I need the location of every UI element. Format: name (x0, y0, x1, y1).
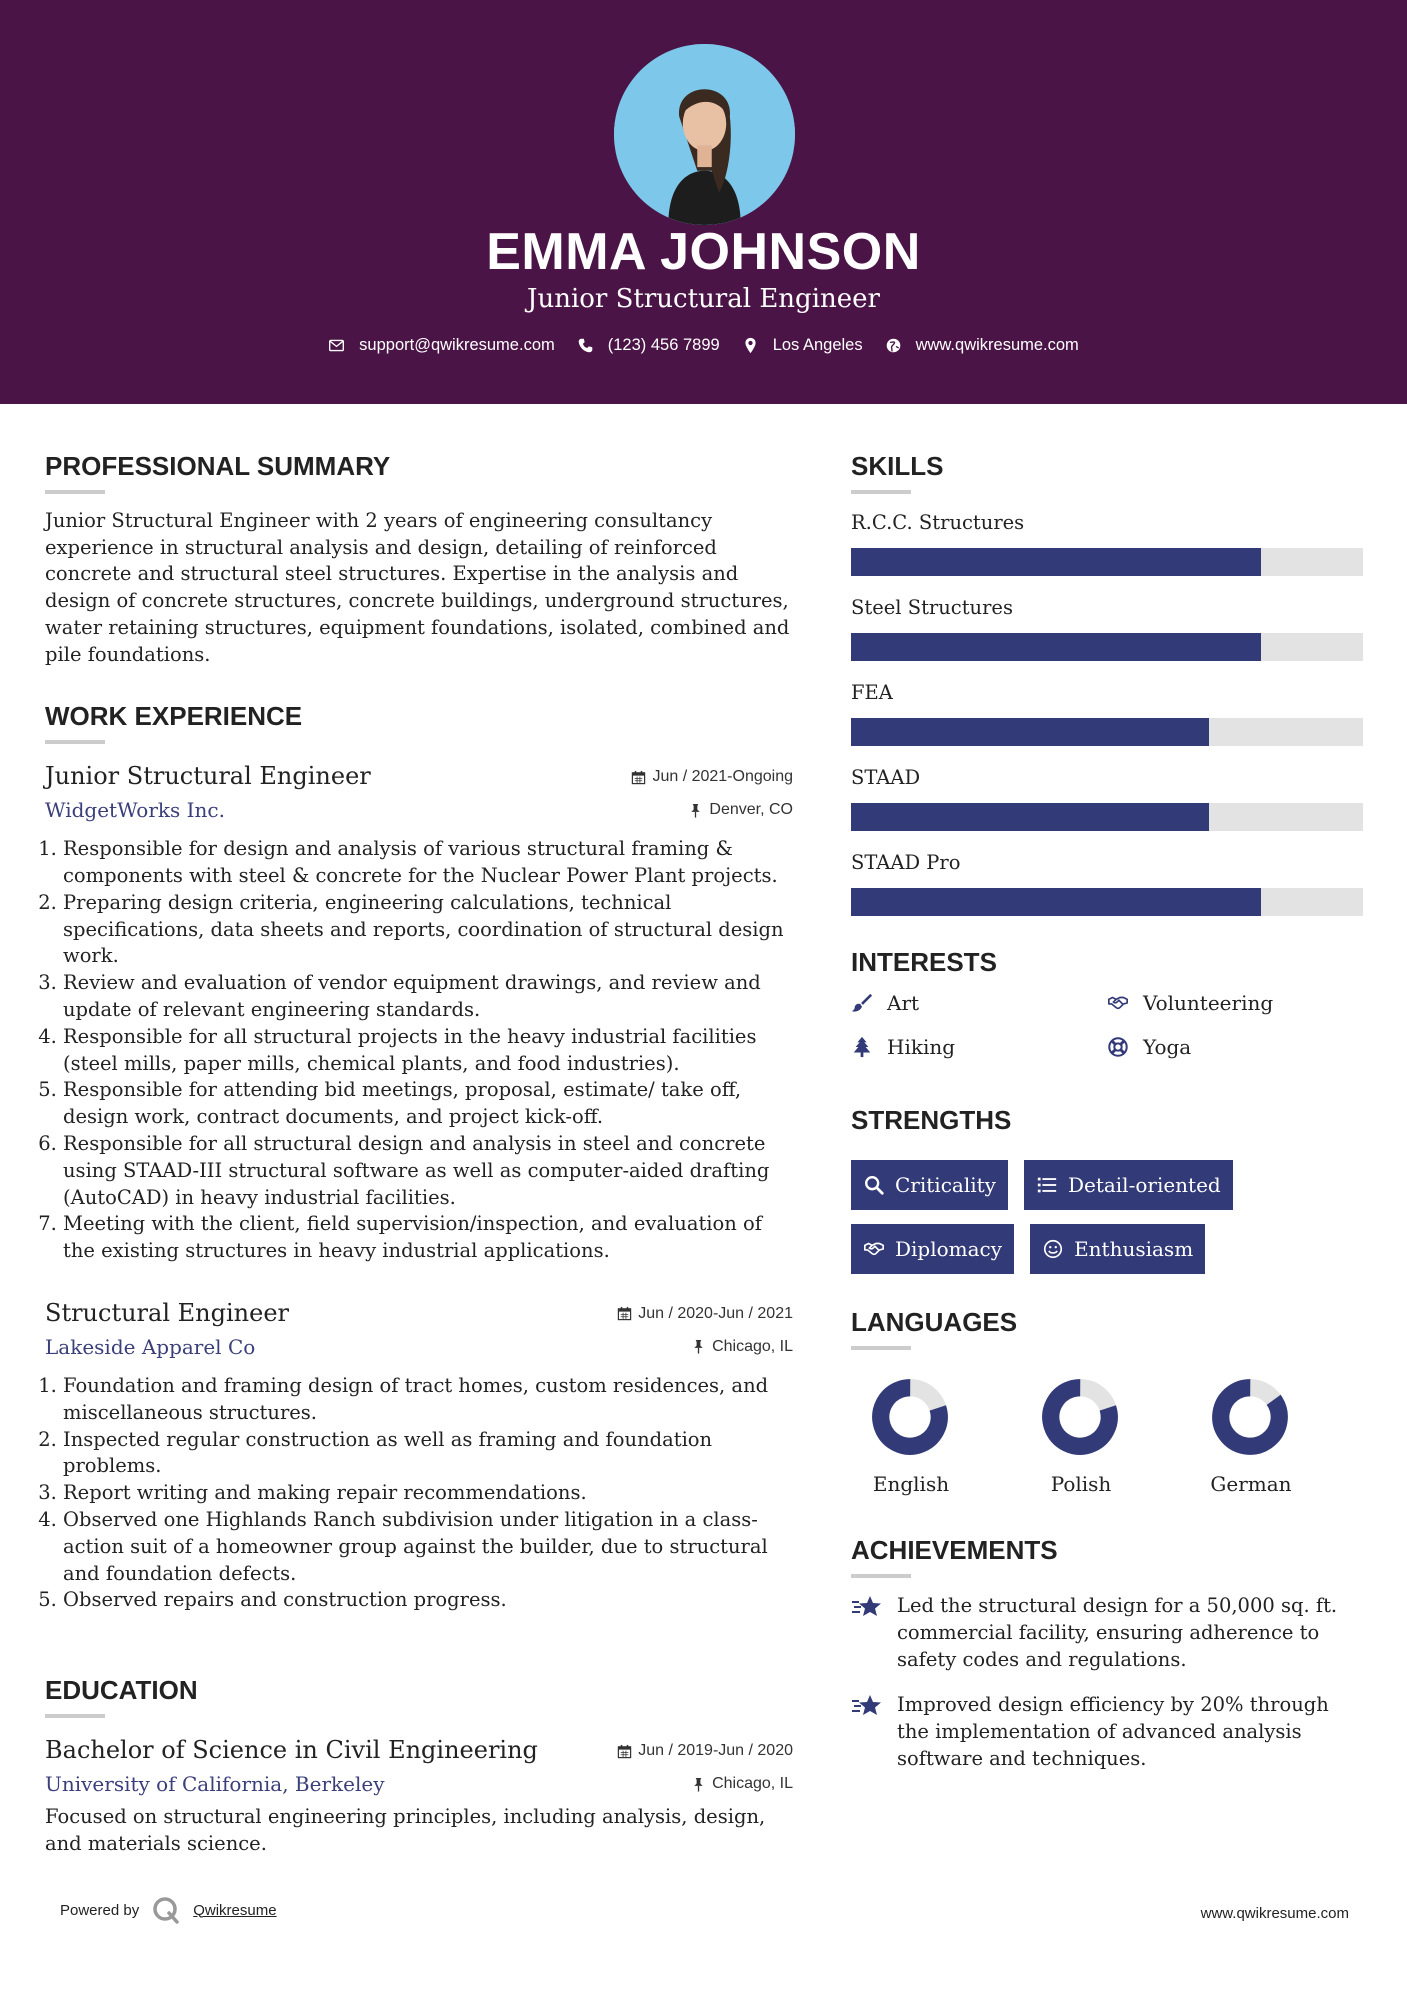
strength-label: Criticality (895, 1173, 996, 1197)
skill-name: STAAD Pro (851, 851, 961, 874)
school-name: University of California, Berkeley (45, 1772, 385, 1797)
experience-title: WORK EXPERIENCE (45, 701, 303, 732)
calendar-icon (631, 770, 646, 785)
strength-tag (851, 1160, 1008, 1210)
interests-section (851, 942, 1363, 1062)
strengths-section (851, 1100, 1363, 1274)
section-divider (851, 490, 911, 494)
skill-bar (851, 888, 1363, 916)
list-item: 7. Meeting with the client, field supervision/inspection, and evaluation of the existing structures in heavy industrial applications. (63, 1211, 793, 1265)
summary-title: PROFESSIONAL SUMMARY (45, 451, 391, 481)
language-label: German (1210, 1472, 1292, 1496)
strength-tag (1024, 1160, 1233, 1210)
skill-bar (851, 803, 1363, 831)
language-item (1021, 1374, 1191, 1496)
list-item: 2. Preparing design criteria, engineering calculations, technical specifications, data sheets and reports, coordination of structural design work. (63, 890, 793, 970)
left-column (45, 446, 793, 1858)
skill-bar (851, 548, 1363, 576)
person-avatar-icon (614, 44, 795, 225)
profile-photo (614, 44, 795, 225)
language-donut-fill (1209, 1376, 1291, 1458)
skills-title: SKILLS (851, 451, 944, 481)
job-date (617, 1305, 793, 1323)
strength-tag (851, 1224, 1014, 1274)
contact-phone[interactable] (577, 336, 720, 355)
list-item: 5. Responsible for attending bid meetings, proposal, estimate/ take off, design work, contract documents, and project kick-off. (63, 1077, 793, 1131)
list-item: 6. Responsible for all structural design and analysis in steel and concrete using STAAD-III structural software as well as computer-aided drafting (AutoCAD) in heavy industrial facilities. (63, 1131, 793, 1211)
list-item: 3. Review and evaluation of vendor equipment drawings, and review and update of relevant engineering standards. (63, 970, 793, 1024)
pushpin-icon (691, 1339, 706, 1354)
skill-name: R.C.C. Structures (851, 511, 1025, 534)
summary-text: Junior Structural Engineer with 2 years of engineering consultancy experience in structural analysis and design, detailing of reinforced concrete and structural steel structures. Expertise in the analysis and design of concrete structures, concrete buildings, underground structures, water retaining structures, equipment foundations, isolated, combined and pile foundations. (45, 509, 790, 666)
summary-section (45, 446, 793, 668)
education-entry (45, 1732, 793, 1857)
language-label: Polish (1050, 1472, 1112, 1496)
skill-item (851, 763, 1363, 831)
resume-header (0, 0, 1407, 404)
section-divider (45, 1714, 105, 1718)
list-item: 5. Observed repairs and construction progress. (63, 1587, 793, 1614)
strengths-title: STRENGTHS (851, 1105, 1012, 1135)
contact-email[interactable] (328, 336, 555, 355)
skill-bar-fill (851, 718, 1209, 746)
strength-tags (851, 1160, 1311, 1274)
list-icon (1036, 1174, 1058, 1196)
education-description: Focused on structural engineering principles, including analysis, design, and materials science. (45, 1805, 766, 1855)
education-location (691, 1775, 793, 1793)
right-column (851, 446, 1363, 1772)
contact-website[interactable] (885, 336, 1079, 355)
job-title: Junior Structural Engineer (45, 762, 371, 791)
skill-item (851, 508, 1363, 576)
job-title: Structural Engineer (45, 1298, 289, 1327)
education-date (617, 1742, 793, 1760)
job-company: Lakeside Apparel Co (45, 1334, 256, 1359)
candidate-name: EMMA JOHNSON (486, 223, 921, 281)
phone-icon (577, 337, 594, 354)
section-divider (45, 490, 105, 494)
language-donut (1037, 1374, 1123, 1460)
job-bullets (45, 1373, 793, 1614)
skill-name: STAAD (851, 766, 921, 789)
job-location-text: Chicago, IL (712, 1337, 793, 1355)
achievements-section (851, 1530, 1363, 1772)
skill-bar-fill (851, 548, 1261, 576)
job-entry (45, 1295, 793, 1614)
contact-email-text: support@qwikresume.com (359, 336, 555, 354)
skill-bar (851, 718, 1363, 746)
language-item (851, 1374, 1021, 1496)
interest-label: Volunteering (1143, 991, 1274, 1015)
lifebuoy-icon (1107, 1036, 1129, 1058)
achievements-title: ACHIEVEMENTS (851, 1535, 1058, 1565)
contact-website-text: www.qwikresume.com (915, 336, 1079, 354)
interest-item (851, 1032, 1107, 1062)
language-label: English (872, 1472, 950, 1496)
globe-icon (885, 337, 902, 354)
interest-item (851, 988, 1107, 1018)
interests-grid (851, 988, 1363, 1062)
footer-powered-by (60, 1895, 277, 1925)
list-item: 1. Foundation and framing design of tract homes, custom residences, and miscellaneous structures. (63, 1373, 793, 1427)
job-location (691, 1338, 793, 1356)
strength-label: Detail-oriented (1067, 1173, 1221, 1197)
footer-brand-link[interactable]: Qwikresume (193, 1901, 277, 1919)
education-title: EDUCATION (45, 1675, 198, 1706)
powered-by-label: Powered by (60, 1901, 140, 1919)
skills-section (851, 446, 1363, 916)
calendar-icon (617, 1306, 632, 1321)
interests-title: INTERESTS (851, 947, 997, 977)
degree-title: Bachelor of Science in Civil Engineering (45, 1736, 538, 1765)
job-date-text: Jun / 2020-Jun / 2021 (638, 1304, 793, 1322)
section-divider (45, 740, 105, 744)
strength-label: Enthusiasm (1074, 1237, 1194, 1261)
education-date-text: Jun / 2019-Jun / 2020 (638, 1742, 793, 1760)
achievement-text: Improved design efficiency by 20% through the implementation of advanced analysis software and techniques. (897, 1693, 1329, 1770)
job-bullets (45, 836, 793, 1265)
list-item: 3. Report writing and making repair recommendations. (63, 1480, 793, 1507)
skill-name: FEA (851, 681, 893, 704)
interest-item (1107, 988, 1363, 1018)
interest-label: Yoga (1143, 1035, 1192, 1059)
education-location-text: Chicago, IL (712, 1775, 793, 1793)
skill-bar-fill (851, 888, 1261, 916)
job-location-text: Denver, CO (709, 801, 793, 819)
language-item (1191, 1374, 1361, 1496)
calendar-icon (617, 1744, 632, 1759)
list-item: 2. Inspected regular construction as well as framing and foundation problems. (63, 1427, 793, 1481)
section-divider (851, 1574, 911, 1578)
languages-title: LANGUAGES (851, 1307, 1018, 1337)
language-list (851, 1374, 1363, 1496)
paintbrush-icon (851, 992, 873, 1014)
qwikresume-logo-icon (151, 1895, 181, 1925)
star-award-icon (851, 1594, 883, 1622)
skill-bar-fill (851, 803, 1209, 831)
candidate-role: Junior Structural Engineer (527, 284, 880, 314)
job-company: WidgetWorks Inc. (45, 798, 225, 823)
contact-bar (0, 336, 1407, 355)
interest-label: Hiking (887, 1035, 956, 1059)
pushpin-icon (688, 803, 703, 818)
strength-label: Diplomacy (895, 1237, 1003, 1261)
mail-icon (328, 337, 345, 354)
skill-item (851, 593, 1363, 661)
list-item: 4. Observed one Highlands Ranch subdivision under litigation in a class-action suit of a homeowner group against the builder, due to structural and foundation defects. (63, 1507, 793, 1587)
interest-label: Art (887, 991, 920, 1015)
section-divider (851, 1346, 911, 1350)
achievement-text: Led the structural design for a 50,000 sq. ft. commercial facility, ensuring adherence to safety codes and regulations. (897, 1594, 1338, 1671)
list-item: 1. Responsible for design and analysis of various structural framing & components with steel & concrete for the Nuclear Power Plant projects. (63, 836, 793, 890)
achievement-item (851, 1691, 1363, 1772)
skill-bar-fill (851, 633, 1261, 661)
language-donut (1207, 1374, 1293, 1460)
skill-bar (851, 633, 1363, 661)
skill-name: Steel Structures (851, 596, 1013, 619)
experience-section (45, 696, 793, 1614)
achievement-item (851, 1592, 1363, 1673)
strength-tag (1030, 1224, 1205, 1274)
list-item: 4. Responsible for all structural projects in the heavy industrial facilities (steel mills, paper mills, chemical plants, and food industries). (63, 1024, 793, 1078)
job-location (688, 801, 793, 819)
job-date-text: Jun / 2021-Ongoing (652, 768, 793, 786)
tree-icon (851, 1036, 873, 1058)
languages-section (851, 1302, 1363, 1496)
handshake-icon (863, 1238, 885, 1260)
contact-phone-text: (123) 456 7899 (607, 336, 720, 354)
footer-url[interactable]: www.qwikresume.com (1200, 1905, 1349, 1922)
contact-location-text: Los Angeles (772, 336, 863, 354)
job-date (631, 768, 793, 786)
star-award-icon (851, 1693, 883, 1721)
language-donut (867, 1374, 953, 1460)
job-entry (45, 758, 793, 1265)
smile-icon (1042, 1238, 1064, 1260)
contact-location (742, 336, 863, 355)
search-icon (863, 1174, 885, 1196)
map-pin-icon (742, 337, 759, 354)
handshake-icon (1107, 992, 1129, 1014)
pushpin-icon (691, 1777, 706, 1792)
education-section (45, 1670, 793, 1857)
skill-item (851, 678, 1363, 746)
interest-item (1107, 1032, 1363, 1062)
skill-item (851, 848, 1363, 916)
